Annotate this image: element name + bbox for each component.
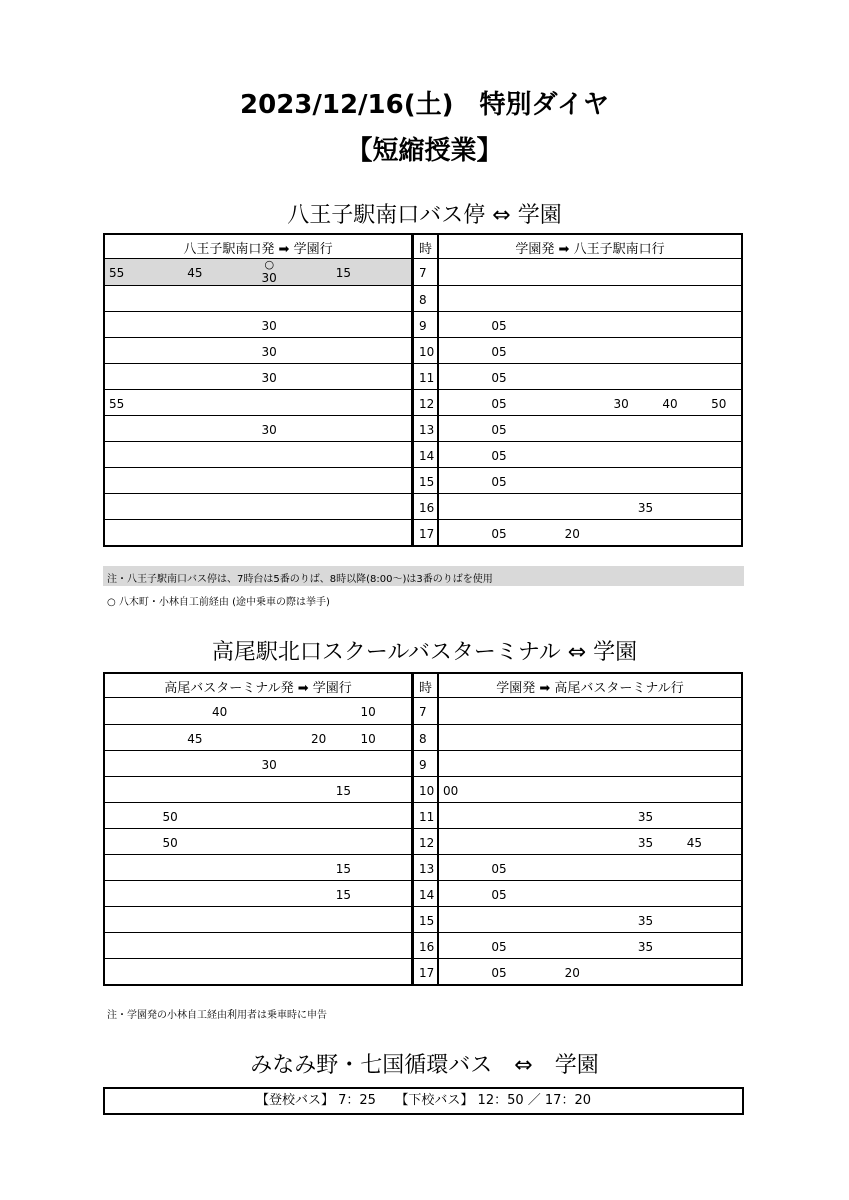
departure-cell-left: [105, 751, 412, 776]
departure-cell-right: [438, 312, 741, 337]
departure-minute: 45: [187, 266, 203, 280]
departure-cell-right: [438, 751, 741, 776]
hour-cell: [412, 390, 438, 415]
hour-header: 時: [418, 681, 432, 696]
left-header: 高尾バスターミナル発 ➡ 学園行: [164, 681, 352, 696]
hour-cell: [412, 286, 438, 311]
departure-cell-right: [438, 468, 741, 493]
departure-minute: 15: [335, 862, 352, 876]
hour-cell: [412, 855, 438, 880]
departure-cell-left: [105, 855, 412, 880]
table-row: [105, 415, 741, 441]
hour-cell: [412, 777, 438, 802]
departure-cell-left: [105, 338, 412, 363]
table-row: [105, 467, 741, 493]
hour-cell: [412, 959, 438, 984]
departure-cell-left: [105, 364, 412, 389]
departure-minute: 50: [162, 810, 178, 824]
table-row: [105, 828, 741, 854]
table-row: [105, 389, 741, 415]
departure-minute: 15: [335, 784, 352, 798]
hour-cell: [412, 881, 438, 906]
right-header-cell: [438, 235, 741, 258]
departure-minute: 10: [360, 705, 376, 719]
hour-cell: [412, 259, 438, 285]
hour-cell: [412, 312, 438, 337]
departure-cell-right: [438, 442, 741, 467]
departure-minute: 45: [187, 732, 203, 746]
departure-cell-right: [438, 390, 741, 415]
table-row: [105, 493, 741, 519]
right-header-cell: [438, 674, 741, 697]
departure-minute: 05: [491, 319, 507, 333]
departure-cell-right: [438, 259, 741, 285]
departure-cell-left: [105, 312, 412, 337]
departure-cell-right: [438, 338, 741, 363]
right-header: 学園発 ➡ 八王子駅南口行: [515, 242, 665, 257]
table-row: [105, 285, 741, 311]
departure-minute: 35: [637, 501, 654, 515]
departure-cell-right: [438, 494, 741, 519]
circle-mark-icon: ○: [264, 258, 275, 271]
departure-minute: 00: [443, 784, 459, 798]
hour-label: 13: [419, 862, 435, 876]
departure-cell-left: [105, 829, 412, 854]
departure-cell-right: [438, 933, 741, 958]
table-row: [105, 519, 741, 545]
departure-minute: 10: [360, 732, 376, 746]
departure-cell-left: [105, 468, 412, 493]
page-subtitle: 【短縮授業】: [346, 136, 503, 166]
departure-minute: 20: [311, 732, 327, 746]
hour-header-cell: [412, 674, 438, 697]
hour-label: 8: [419, 732, 427, 746]
hour-header: 時: [418, 242, 432, 257]
departure-minute: 30: [261, 758, 277, 772]
departure-minute: 30: [261, 271, 277, 285]
hour-label: 14: [419, 888, 435, 902]
route1-note2: ○ 八木町・小林自工前経由 (途中乗車の際は挙手): [107, 597, 330, 608]
hour-cell: [412, 907, 438, 932]
hour-label: 8: [419, 293, 427, 307]
hour-label: 10: [419, 345, 435, 359]
departure-minute: 30: [261, 345, 277, 359]
hour-cell: [412, 725, 438, 750]
hour-cell: [412, 442, 438, 467]
left-header-cell: [105, 674, 412, 697]
right-header: 学園発 ➡ 高尾バスターミナル行: [496, 681, 684, 696]
table-row: [105, 932, 741, 958]
departure-cell-right: [438, 286, 741, 311]
departure-minute: 40: [662, 397, 678, 411]
departure-cell-left: [105, 933, 412, 958]
table-row: [105, 750, 741, 776]
hour-label: 16: [419, 940, 435, 954]
hour-label: 14: [419, 449, 435, 463]
hour-cell: [412, 829, 438, 854]
departure-minute: 05: [491, 527, 507, 541]
departure-minute: 15: [335, 888, 352, 902]
hour-label: 12: [419, 836, 435, 850]
departure-cell-left: [105, 442, 412, 467]
departure-minute: 05: [491, 940, 507, 954]
hour-cell: [412, 338, 438, 363]
departure-minute: 50: [162, 836, 178, 850]
departure-cell-right: [438, 855, 741, 880]
hour-label: 16: [419, 501, 435, 515]
departure-minute: 20: [564, 966, 580, 980]
hour-label: 15: [419, 475, 435, 489]
route2-timetable: [103, 672, 743, 986]
route1-title: 八王子駅南口バス停 ⇔ 学園: [287, 203, 562, 228]
departure-cell-left: [105, 520, 412, 545]
hour-cell: [412, 364, 438, 389]
hour-label: 17: [419, 527, 435, 541]
departure-cell-right: [438, 725, 741, 750]
departure-cell-right: [438, 364, 741, 389]
departure-minute: 15: [335, 266, 352, 280]
table-row: [105, 311, 741, 337]
departure-cell-right: [438, 959, 741, 984]
table-row: [105, 724, 741, 750]
hour-label: 12: [419, 397, 435, 411]
departure-cell-right: [438, 698, 741, 724]
hour-label: 13: [419, 423, 435, 437]
hour-cell: [412, 494, 438, 519]
departure-cell-left: [105, 725, 412, 750]
departure-minute: 30: [261, 371, 277, 385]
departure-minute: 50: [711, 397, 727, 411]
hour-cell: [412, 698, 438, 724]
hour-header-cell: [412, 235, 438, 258]
departure-cell-left: [105, 803, 412, 828]
hour-cell: [412, 933, 438, 958]
departure-cell-right: [438, 803, 741, 828]
table-header: [105, 235, 741, 259]
departure-cell-left: [105, 286, 412, 311]
route2-title: 高尾駅北口スクールバスターミナル ⇔ 学園: [211, 640, 638, 665]
hour-label: 7: [419, 705, 427, 719]
hour-label: 7: [419, 266, 427, 280]
route3-title: みなみ野・七国循環バス ⇔ 学園: [250, 1053, 599, 1078]
table-row: [105, 698, 741, 724]
route1-timetable: [103, 233, 743, 547]
table-row: [105, 776, 741, 802]
departure-minute: 05: [491, 475, 507, 489]
departure-minute: 55: [109, 397, 125, 411]
hour-cell: [412, 520, 438, 545]
departure-minute: 05: [491, 449, 507, 463]
departure-minute: 35: [637, 914, 654, 928]
left-header: 八王子駅南口発 ➡ 学園行: [183, 242, 333, 257]
page-title: 2023/12/16(土) 特別ダイヤ: [240, 90, 609, 120]
departure-minute: 05: [491, 345, 507, 359]
table-row: [105, 906, 741, 932]
departure-minute: 05: [491, 371, 507, 385]
table-row: [105, 880, 741, 906]
departure-cell-right: [438, 777, 741, 802]
departure-minute: 30: [613, 397, 629, 411]
departure-minute: 05: [491, 397, 507, 411]
departure-cell-right: [438, 907, 741, 932]
table-row: [105, 337, 741, 363]
departure-cell-left: [105, 881, 412, 906]
departure-cell-left: [105, 959, 412, 984]
departure-minute: 35: [637, 810, 654, 824]
departure-minute: 30: [261, 423, 277, 437]
hour-label: 11: [419, 810, 435, 824]
hour-label: 9: [419, 758, 427, 772]
hour-cell: [412, 803, 438, 828]
hour-label: 15: [419, 914, 435, 928]
departure-minute: 05: [491, 423, 507, 437]
hour-label: 9: [419, 319, 427, 333]
departure-cell-left: [105, 777, 412, 802]
departure-cell-left: [105, 390, 412, 415]
departure-minute: 55: [109, 266, 125, 280]
table-row: [105, 363, 741, 389]
departure-minute: 05: [491, 862, 507, 876]
table-header: [105, 674, 741, 698]
hour-cell: [412, 416, 438, 441]
departure-minute: 20: [564, 527, 580, 541]
hour-label: 17: [419, 966, 435, 980]
departure-cell-left: [105, 259, 412, 285]
route1-note1: 注・八王子駅南口バス停は、7時台は5番のりば、8時以降(8:00～)は3番のりばを使用: [107, 574, 493, 585]
departure-cell-left: [105, 698, 412, 724]
departure-minute: 05: [491, 888, 507, 902]
table-row: [105, 259, 741, 285]
route2-note: 注・学園発の小林自工経由利用者は乗車時に申告: [107, 1010, 327, 1021]
departure-minute: 40: [212, 705, 228, 719]
table-row: [105, 441, 741, 467]
departure-minute: 45: [686, 836, 703, 850]
departure-cell-left: [105, 416, 412, 441]
departure-minute: 35: [637, 836, 654, 850]
departure-minute: 30: [261, 319, 277, 333]
hour-label: 11: [419, 371, 435, 385]
departure-cell-right: [438, 829, 741, 854]
departure-cell-right: [438, 520, 741, 545]
departure-minute: 05: [491, 966, 507, 980]
table-row: [105, 958, 741, 984]
hour-label: 10: [419, 784, 435, 798]
departure-minute: 35: [637, 940, 654, 954]
left-header-cell: [105, 235, 412, 258]
table-row: [105, 854, 741, 880]
departure-cell-left: [105, 494, 412, 519]
hour-cell: [412, 468, 438, 493]
departure-cell-right: [438, 881, 741, 906]
hour-cell: [412, 751, 438, 776]
table-row: [105, 802, 741, 828]
route3-schedule: 【登校バス】 7：25 【下校バス】 12：50 ／ 17：20: [103, 1087, 744, 1115]
departure-cell-right: [438, 416, 741, 441]
departure-cell-left: [105, 907, 412, 932]
